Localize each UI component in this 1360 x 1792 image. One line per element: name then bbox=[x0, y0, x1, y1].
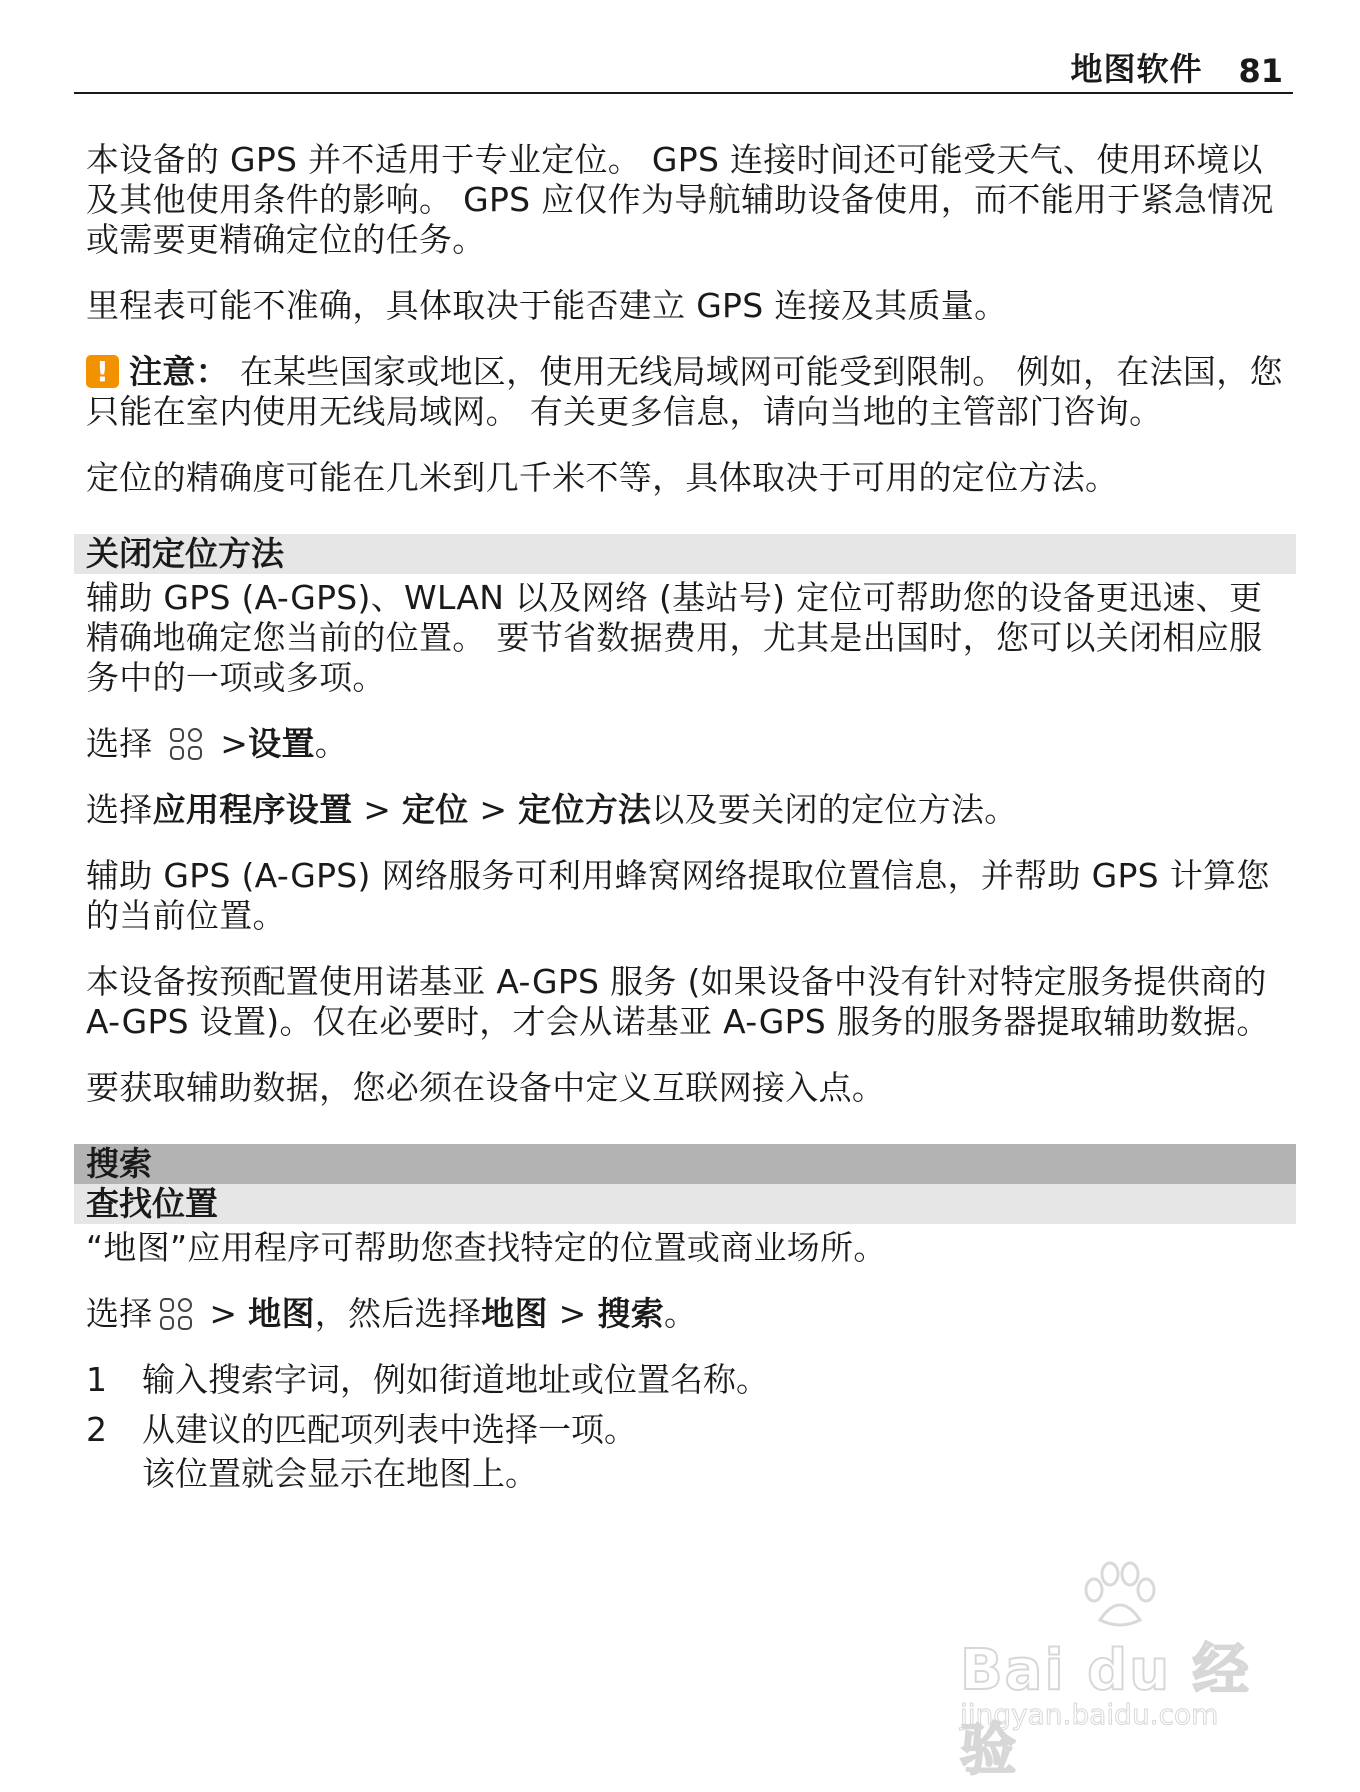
page-number: 81 bbox=[1238, 52, 1283, 90]
page-content bbox=[86, 140, 1286, 1494]
section-heading-positioning: 关闭定位方法 bbox=[74, 534, 1296, 574]
instruction-middle: ，然后选择 bbox=[314, 1294, 482, 1333]
watermark-url: jingyan.baidu.com bbox=[960, 1698, 1219, 1731]
instruction-maps: 地图 bbox=[248, 1294, 315, 1333]
note-text: 在某些国家或地区，使用无线局域网可能受到限制。 例如，在法国，您只能在室内使用无线局域网。 有关更多信息，请向当地的主管部门咨询。 bbox=[86, 352, 1283, 431]
instruction-positioning: 定位 bbox=[401, 790, 469, 829]
note-label: 注意： bbox=[129, 352, 229, 391]
paragraph-gps-disclaimer: 本设备的 GPS 并不适用于专业定位。 GPS 连接时间还可能受天气、使用环境以及其他使用条件的影响。 GPS 应仅作为导航辅助设备使用，而不能用于紧急情况或需要更精确定位的任务。 bbox=[86, 140, 1274, 259]
paw-logo-icon bbox=[1080, 1560, 1160, 1630]
section-heading-search: 搜索 bbox=[74, 1144, 1296, 1184]
paragraph-maps-intro: “地图”应用程序可帮助您查找特定的位置或商业场所。 bbox=[86, 1228, 887, 1267]
instruction-select-settings bbox=[86, 724, 1286, 764]
instruction-settings: 设置 bbox=[248, 724, 315, 763]
instruction-suffix: 以及要关闭的定位方法。 bbox=[651, 790, 1018, 829]
instruction-prefix: 选择 bbox=[86, 1294, 153, 1333]
menu-grid-icon bbox=[159, 1297, 193, 1331]
instruction-separator: > bbox=[352, 790, 402, 829]
instruction-maps-2: 地图 bbox=[481, 1294, 548, 1333]
instruction-separator: > bbox=[468, 790, 519, 829]
instruction-separator: > bbox=[198, 1294, 249, 1333]
instruction-end: 。 bbox=[314, 724, 349, 763]
instruction-prefix: 选择 bbox=[86, 790, 153, 829]
list-item bbox=[86, 1360, 1286, 1400]
menu-grid-icon bbox=[169, 727, 203, 761]
note-paragraph bbox=[86, 352, 1286, 432]
paragraph-nokia-agps: 本设备按预配置使用诺基亚 A-GPS 服务 (如果设备中没有针对特定服务提供商的 A-GPS 设置)。仅在必要时，才会从诺基亚 A-GPS 服务的服务器提取辅助数据。 bbox=[86, 962, 1270, 1041]
list-item-text: 从建议的匹配项列表中选择一项。 bbox=[142, 1410, 637, 1449]
paragraph-accuracy: 定位的精确度可能在几米到几千米不等，具体取决于可用的定位方法。 bbox=[86, 458, 1119, 497]
list-item bbox=[86, 1410, 1286, 1450]
list-item-number: 2 bbox=[86, 1410, 107, 1449]
instruction-search: 搜索 bbox=[597, 1294, 664, 1333]
list-item-result: 该位置就会显示在地图上。 bbox=[142, 1454, 538, 1493]
paragraph-agps-service: 辅助 GPS (A-GPS) 网络服务可利用蜂窝网络提取位置信息，并帮助 GPS 计算您的当前位置。 bbox=[86, 856, 1270, 935]
instruction-app-settings: 应用程序设置 bbox=[152, 790, 353, 829]
list-item-number: 1 bbox=[86, 1360, 107, 1399]
list-item-text: 输入搜索字词，例如街道地址或位置名称。 bbox=[142, 1360, 769, 1399]
instruction-methods: 定位方法 bbox=[518, 790, 652, 829]
paragraph-access-point: 要获取辅助数据，您必须在设备中定义互联网接入点。 bbox=[86, 1068, 886, 1107]
instruction-prefix: 选择 bbox=[86, 724, 153, 763]
baidu-watermark bbox=[960, 1560, 1280, 1783]
instruction-select-methods bbox=[86, 790, 1286, 830]
paragraph-positioning-intro: 辅助 GPS (A-GPS)、WLAN 以及网络 (基站号) 定位可帮助您的设备更迅速、更精确地确定您当前的位置。 要节省数据费用，尤其是出国时，您可以关闭相应服务中的一项或多项。 bbox=[86, 578, 1263, 697]
header-title: 地图软件 bbox=[1070, 50, 1203, 88]
instruction-separator: > bbox=[547, 1294, 598, 1333]
section-subheading-find-location: 查找位置 bbox=[74, 1184, 1296, 1224]
paragraph-odometer: 里程表可能不准确，具体取决于能否建立 GPS 连接及其质量。 bbox=[86, 286, 1008, 325]
warning-icon: ! bbox=[86, 355, 119, 388]
instruction-separator: > bbox=[220, 724, 249, 763]
instruction-select-search bbox=[86, 1294, 1286, 1334]
watermark-brand: Bai du 经验 bbox=[960, 1638, 1251, 1783]
instruction-end: 。 bbox=[664, 1294, 698, 1333]
page-header bbox=[74, 44, 1293, 94]
